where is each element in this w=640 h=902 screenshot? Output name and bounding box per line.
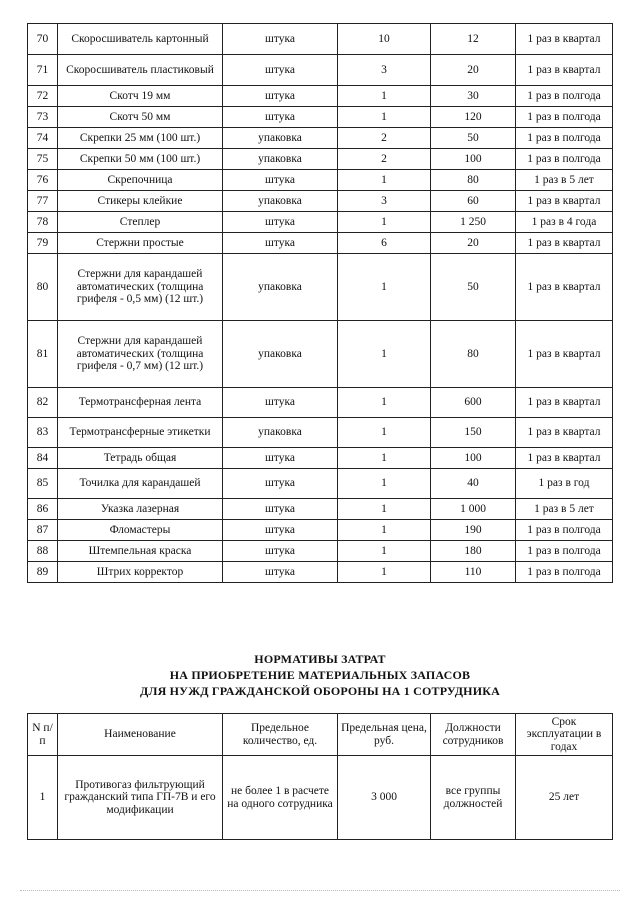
- cell-n: 88: [28, 541, 58, 562]
- cell-price: 1 000: [431, 499, 516, 520]
- cell-name: Скотч 19 мм: [58, 86, 223, 107]
- cell-price: 20: [431, 55, 516, 86]
- cell-name: Скрепки 50 мм (100 шт.): [58, 149, 223, 170]
- cell-period: 1 раз в полгода: [516, 562, 613, 583]
- cell-n: 86: [28, 499, 58, 520]
- table-row: [28, 562, 613, 583]
- cell-name: Скоросшиватель пластиковый: [58, 55, 223, 86]
- cell-name: Стержни простые: [58, 233, 223, 254]
- table-row: [28, 170, 613, 191]
- cell-qty: 2: [338, 149, 431, 170]
- table-header-row: [28, 714, 613, 756]
- cell-price: 30: [431, 86, 516, 107]
- table-row: [28, 107, 613, 128]
- table-row: [28, 388, 613, 418]
- page-edge-line: [20, 890, 620, 891]
- cell-price: 12: [431, 24, 516, 55]
- table-row: [28, 254, 613, 321]
- cell-period: 1 раз в полгода: [516, 86, 613, 107]
- cell-period: 1 раз в квартал: [516, 418, 613, 448]
- cell-period: 1 раз в полгода: [516, 541, 613, 562]
- cell-n: 89: [28, 562, 58, 583]
- supplies-table: [27, 23, 613, 583]
- cell-unit: штука: [223, 233, 338, 254]
- cell-period: 1 раз в полгода: [516, 520, 613, 541]
- cell-qty: 1: [338, 418, 431, 448]
- cell-n: 73: [28, 107, 58, 128]
- table-row: [28, 233, 613, 254]
- cell-unit: штука: [223, 170, 338, 191]
- cell-unit: упаковка: [223, 254, 338, 321]
- cell-n: 83: [28, 418, 58, 448]
- cell-price: 110: [431, 562, 516, 583]
- cell-qty: 3: [338, 55, 431, 86]
- cell-positions: все группы должностей: [431, 756, 516, 840]
- cell-unit: штука: [223, 469, 338, 499]
- cell-period: 1 раз в 4 года: [516, 212, 613, 233]
- cell-name: Скрепки 25 мм (100 шт.): [58, 128, 223, 149]
- cell-price: 190: [431, 520, 516, 541]
- cell-qty: 10: [338, 24, 431, 55]
- supplies-table-body: [28, 24, 613, 583]
- cell-qty: 1: [338, 388, 431, 418]
- cell-price: 100: [431, 448, 516, 469]
- cell-n: 78: [28, 212, 58, 233]
- cell-qty: 1: [338, 520, 431, 541]
- cell-unit: штука: [223, 541, 338, 562]
- cell-period: 1 раз в квартал: [516, 388, 613, 418]
- table-row: [28, 212, 613, 233]
- cell-qty: 1: [338, 469, 431, 499]
- cell-unit: штука: [223, 388, 338, 418]
- cell-name: Штрих корректор: [58, 562, 223, 583]
- table-row: [28, 321, 613, 388]
- cell-unit: упаковка: [223, 191, 338, 212]
- table-row: [28, 55, 613, 86]
- cell-n: 71: [28, 55, 58, 86]
- cell-name: Термотрансферная лента: [58, 388, 223, 418]
- cell-unit: штука: [223, 499, 338, 520]
- cell-unit: упаковка: [223, 418, 338, 448]
- table-row: [28, 128, 613, 149]
- cell-n: 72: [28, 86, 58, 107]
- cell-price: 100: [431, 149, 516, 170]
- cell-period: 1 раз в квартал: [516, 24, 613, 55]
- cell-name: Степлер: [58, 212, 223, 233]
- cell-unit: штука: [223, 562, 338, 583]
- cell-name: Скрепочница: [58, 170, 223, 191]
- table-row: [28, 86, 613, 107]
- heading-line-2: НА ПРИОБРЕТЕНИЕ МАТЕРИАЛЬНЫХ ЗАПАСОВ: [169, 668, 471, 682]
- cell-price: 50: [431, 128, 516, 149]
- cell-period: 1 раз в квартал: [516, 448, 613, 469]
- cell-period: 1 раз в квартал: [516, 233, 613, 254]
- cell-period: 1 раз в год: [516, 469, 613, 499]
- cell-n: 79: [28, 233, 58, 254]
- cell-unit: штука: [223, 24, 338, 55]
- cell-period: 1 раз в квартал: [516, 55, 613, 86]
- cell-n: 75: [28, 149, 58, 170]
- civil-defense-table: [27, 713, 613, 840]
- cell-n: 87: [28, 520, 58, 541]
- header-term: Срок эксплуатации в годах: [516, 714, 613, 756]
- table-row: [28, 418, 613, 448]
- cell-name: Скотч 50 мм: [58, 107, 223, 128]
- table-row: [28, 24, 613, 55]
- cell-name: Точилка для карандашей: [58, 469, 223, 499]
- cell-price: 180: [431, 541, 516, 562]
- cell-n: 70: [28, 24, 58, 55]
- cell-qty: 1: [338, 499, 431, 520]
- header-n: N п/п: [28, 714, 58, 756]
- table-row: [28, 499, 613, 520]
- cell-name: Фломастеры: [58, 520, 223, 541]
- cell-price: 60: [431, 191, 516, 212]
- cell-name: Стержни для карандашей автоматических (толщина грифеля - 0,5 мм) (12 шт.): [58, 254, 223, 321]
- cell-n: 77: [28, 191, 58, 212]
- cell-unit: упаковка: [223, 321, 338, 388]
- header-positions: Должности сотрудников: [431, 714, 516, 756]
- cell-unit: упаковка: [223, 128, 338, 149]
- table-row: [28, 149, 613, 170]
- table-row: [28, 448, 613, 469]
- cell-unit: штука: [223, 55, 338, 86]
- header-qty: Предельное количество, ед.: [223, 714, 338, 756]
- cell-n: 82: [28, 388, 58, 418]
- header-name: Наименование: [58, 714, 223, 756]
- cell-qty: 6: [338, 233, 431, 254]
- table-row: [28, 191, 613, 212]
- cell-unit: штука: [223, 86, 338, 107]
- cell-period: 1 раз в полгода: [516, 128, 613, 149]
- cell-price: 150: [431, 418, 516, 448]
- cell-price: 3 000: [338, 756, 431, 840]
- cell-name: Скоросшиватель картонный: [58, 24, 223, 55]
- heading-line-1: НОРМАТИВЫ ЗАТРАТ: [254, 652, 386, 666]
- cell-n: 1: [28, 756, 58, 840]
- table-row: [28, 469, 613, 499]
- cell-price: 50: [431, 254, 516, 321]
- cell-price: 80: [431, 170, 516, 191]
- cell-name: Штемпельная краска: [58, 541, 223, 562]
- cell-qty: 1: [338, 254, 431, 321]
- cell-n: 76: [28, 170, 58, 191]
- cell-period: 1 раз в квартал: [516, 254, 613, 321]
- header-price: Предельная цена, руб.: [338, 714, 431, 756]
- cell-qty: 1: [338, 212, 431, 233]
- cell-n: 74: [28, 128, 58, 149]
- heading-line-3: ДЛЯ НУЖД ГРАЖДАНСКОЙ ОБОРОНЫ НА 1 СОТРУДНИКА: [139, 684, 501, 698]
- table-row: [28, 541, 613, 562]
- cell-price: 1 250: [431, 212, 516, 233]
- cell-unit: упаковка: [223, 149, 338, 170]
- cell-qty: 1: [338, 541, 431, 562]
- cell-period: 1 раз в 5 лет: [516, 499, 613, 520]
- cell-price: 40: [431, 469, 516, 499]
- cell-n: 85: [28, 469, 58, 499]
- table-row: [28, 520, 613, 541]
- cell-period: 1 раз в полгода: [516, 107, 613, 128]
- cell-period: 1 раз в 5 лет: [516, 170, 613, 191]
- cell-price: 600: [431, 388, 516, 418]
- cell-name: Указка лазерная: [58, 499, 223, 520]
- cell-name: Термотрансферные этикетки: [58, 418, 223, 448]
- cell-name: Тетрадь общая: [58, 448, 223, 469]
- cell-qty: 1: [338, 170, 431, 191]
- cell-name: Стержни для карандашей автоматических (толщина грифеля - 0,7 мм) (12 шт.): [58, 321, 223, 388]
- cell-qty: 1: [338, 448, 431, 469]
- cell-unit: штука: [223, 107, 338, 128]
- cell-qty: 3: [338, 191, 431, 212]
- cell-unit: штука: [223, 520, 338, 541]
- table-row: [28, 756, 613, 840]
- cell-price: 20: [431, 233, 516, 254]
- cell-name: Стикеры клейкие: [58, 191, 223, 212]
- cell-period: 1 раз в полгода: [516, 149, 613, 170]
- cell-period: 1 раз в квартал: [516, 321, 613, 388]
- cell-name: Противогаз фильтрующий гражданский типа ГП-7В и его модификации: [58, 756, 223, 840]
- cell-period: 1 раз в квартал: [516, 191, 613, 212]
- cell-unit: штука: [223, 448, 338, 469]
- cell-qty: 2: [338, 128, 431, 149]
- cell-n: 81: [28, 321, 58, 388]
- cell-qty: 1: [338, 562, 431, 583]
- cell-n: 80: [28, 254, 58, 321]
- cell-price: 120: [431, 107, 516, 128]
- cell-unit: штука: [223, 212, 338, 233]
- cell-qty: не более 1 в расчете на одного сотрудника: [223, 756, 338, 840]
- cell-term: 25 лет: [516, 756, 613, 840]
- cell-n: 84: [28, 448, 58, 469]
- cell-qty: 1: [338, 86, 431, 107]
- cell-qty: 1: [338, 107, 431, 128]
- cell-qty: 1: [338, 321, 431, 388]
- cell-price: 80: [431, 321, 516, 388]
- section-heading: [0, 651, 640, 699]
